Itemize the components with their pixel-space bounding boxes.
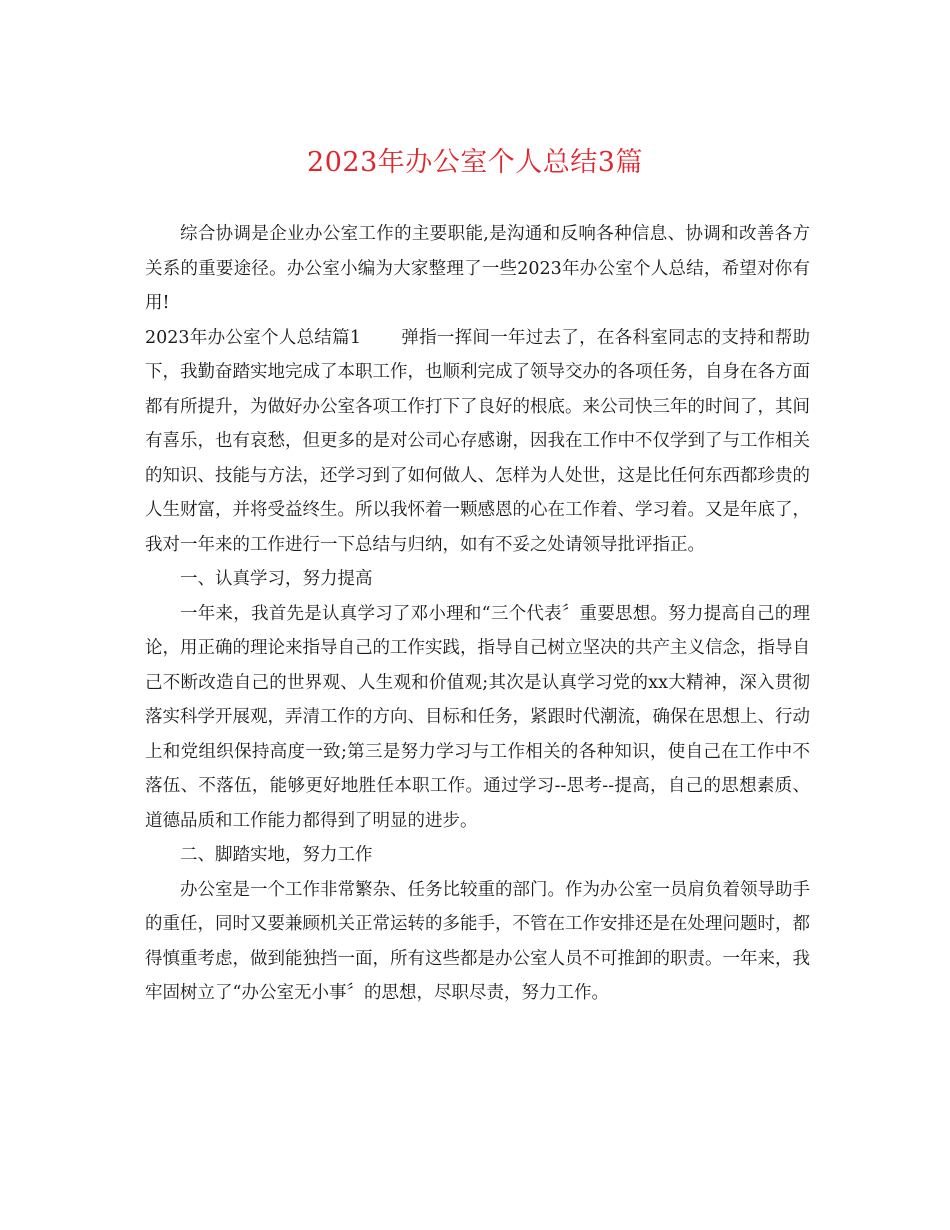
section-1-paragraph (145, 321, 810, 563)
intro-paragraph: 综合协调是企业办公室工作的主要职能,是沟通和反响各种信息、协调和改善各方关系的重要途径。办公室小编为大家整理了一些2023年办公室个人总结，希望对你有用! (145, 224, 810, 313)
study-paragraph: 一年来，我首先是认真学习了邓小理和“三个代表〞重要思想。努力提高自己的理论，用正确的理论来指导自己的工作实践，指导自己树立坚决的共产主义信念，指导自己不断改造自己的世界观、人生观和价值观;其次是认真学习党的xx大精神，深入贯彻落实科学开展观，弄清工作的方向、目标和任务，紧跟时代潮流，确保在思想上、行动上和党组织保持高度一致;第三是努力学习与工作相关的各种知识，使自己在工作中不落伍、不落伍，能够更好地胜任本职工作。通过学习--思考--提高，自己的思想素质、道德品质和工作能力都得到了明显的进步。 (145, 603, 810, 831)
document-title: 2023年办公室个人总结3篇 (307, 147, 643, 178)
section-1-label: 2023年办公室个人总结篇1 (145, 327, 361, 348)
document-body (145, 217, 810, 1011)
heading-study: 一、认真学习，努力提高 (180, 569, 373, 589)
section-1-opening: 弹指一挥间一年过去了，在各科室同志的支持和帮助下，我勤奋踏实地完成了本职工作，也顺利完成了领导交办的各项任务，自身在各方面都有所提升，为做好办公室各项工作打下了良好的根底。来公司快三年的时间了，其间有喜乐，也有哀愁，但更多的是对公司心存感谢，因我在工作中不仅学到了与工作相关的知识、技能与方法，还学习到了如何做人、怎样为人处世，这是比任何东西都珍贵的人生财富，并将受益终生。所以我怀着一颗感恩的心在工作着、学习着。又是年底了，我对一年来的工作进行一下总结与归纳，如有不妥之处请领导批评指正。 (145, 327, 810, 555)
heading-work: 二、脚踏实地，努力工作 (180, 845, 373, 865)
work-paragraph: 办公室是一个工作非常繁杂、任务比较重的部门。作为办公室一员肩负着领导助手的重任，同时又要兼顾机关正常运转的多能手，不管在工作安排还是在处理问题时，都得慎重考虑，做到能独挡一面，所有这些都是办公室人员不可推卸的职责。一年来，我牢固树立了“办公室无小事〞的思想，尽职尽责，努力工作。 (145, 879, 810, 1003)
